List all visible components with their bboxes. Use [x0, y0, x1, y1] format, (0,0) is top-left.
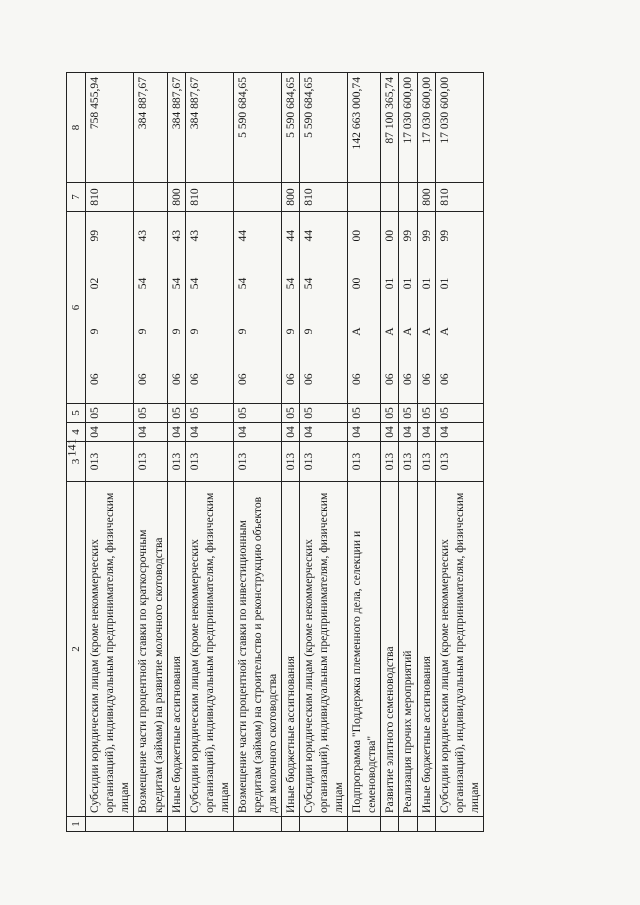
- target-article-part-cell: А: [435, 308, 483, 356]
- expense-type-cell: 810: [86, 183, 134, 212]
- podrazdel-cell: 05: [381, 404, 399, 423]
- target-article-part-cell: 44: [300, 212, 348, 260]
- target-article-part-cell: 9: [134, 308, 167, 356]
- expense-type-cell: 810: [435, 183, 483, 212]
- target-article-part-cell: 06: [167, 356, 185, 404]
- row-number-cell: [233, 817, 281, 832]
- target-article-part-cell: 54: [167, 260, 185, 308]
- expense-type-cell: 810: [300, 183, 348, 212]
- razdel-cell: 04: [399, 423, 417, 442]
- target-article-part-cell: 01: [381, 260, 399, 308]
- page-number: 141: [64, 438, 79, 457]
- target-article-part-cell: 43: [134, 212, 167, 260]
- podrazdel-cell: 05: [233, 404, 281, 423]
- target-article-part-cell: 9: [282, 308, 300, 356]
- sum-cell: 384 887,67: [167, 73, 185, 183]
- sum-cell: 5 590 684,65: [282, 73, 300, 183]
- sum-cell: 142 663 000,74: [348, 73, 381, 183]
- sum-cell: 17 030 600,00: [417, 73, 435, 183]
- header-cell-1: 1: [67, 817, 86, 832]
- target-article-part-cell: 00: [348, 212, 381, 260]
- sum-cell: 17 030 600,00: [435, 73, 483, 183]
- target-article-part-cell: 9: [86, 308, 134, 356]
- target-article-part-cell: 02: [86, 260, 134, 308]
- podrazdel-cell: 05: [282, 404, 300, 423]
- table-row: [167, 73, 185, 832]
- table-row: [399, 73, 417, 832]
- target-article-part-cell: А: [381, 308, 399, 356]
- target-article-part-cell: 06: [435, 356, 483, 404]
- header-cell-6: 6: [67, 212, 86, 404]
- row-number-cell: [300, 817, 348, 832]
- razdel-cell: 04: [167, 423, 185, 442]
- target-article-part-cell: 06: [233, 356, 281, 404]
- row-number-cell: [381, 817, 399, 832]
- razdel-cell: 04: [185, 423, 233, 442]
- table-row: [282, 73, 300, 832]
- table-row: [134, 73, 167, 832]
- razdel-cell: 04: [233, 423, 281, 442]
- sum-cell: 384 887,67: [185, 73, 233, 183]
- row-name-cell: Субсидии юридическим лицам (кроме некоммерческих организаций), индивидуальным предпринимателям, физическим лицам: [300, 482, 348, 817]
- sum-cell: 384 887,67: [134, 73, 167, 183]
- target-article-part-cell: 06: [282, 356, 300, 404]
- header-cell-3: 3: [67, 442, 86, 482]
- row-number-cell: [134, 817, 167, 832]
- razdel-cell: 04: [300, 423, 348, 442]
- target-article-part-cell: 44: [233, 212, 281, 260]
- sum-cell: 87 100 365,74: [381, 73, 399, 183]
- podrazdel-cell: 05: [185, 404, 233, 423]
- row-name-cell: Возмещение части процентной ставки по краткосрочным кредитам (займам) на развитие молочного скотоводства: [134, 482, 167, 817]
- table-row: [381, 73, 399, 832]
- ved-code-cell: 013: [381, 442, 399, 482]
- row-number-cell: [399, 817, 417, 832]
- target-article-part-cell: 01: [399, 260, 417, 308]
- budget-table: [66, 72, 484, 832]
- target-article-part-cell: 06: [134, 356, 167, 404]
- target-article-part-cell: 99: [435, 212, 483, 260]
- target-article-part-cell: 99: [399, 212, 417, 260]
- row-number-cell: [185, 817, 233, 832]
- razdel-cell: 04: [134, 423, 167, 442]
- expense-type-cell: 800: [282, 183, 300, 212]
- ved-code-cell: 013: [417, 442, 435, 482]
- target-article-part-cell: 06: [300, 356, 348, 404]
- target-article-part-cell: 99: [417, 212, 435, 260]
- ved-code-cell: 013: [399, 442, 417, 482]
- ved-code-cell: 013: [134, 442, 167, 482]
- ved-code-cell: 013: [300, 442, 348, 482]
- target-article-part-cell: 9: [167, 308, 185, 356]
- row-name-cell: Возмещение части процентной ставки по инвестиционным кредитам (займам) на строительство и реконструкцию объектов для молочного скотоводства: [233, 482, 281, 817]
- row-name-cell: Развитие элитного семеноводства: [381, 482, 399, 817]
- row-number-cell: [86, 817, 134, 832]
- row-number-cell: [348, 817, 381, 832]
- podrazdel-cell: 05: [167, 404, 185, 423]
- target-article-part-cell: 9: [233, 308, 281, 356]
- podrazdel-cell: 05: [134, 404, 167, 423]
- header-cell-4: 4: [67, 423, 86, 442]
- table-row: [348, 73, 381, 832]
- rotated-table-wrapper: [66, 72, 574, 832]
- target-article-part-cell: 00: [381, 212, 399, 260]
- target-article-part-cell: 06: [348, 356, 381, 404]
- row-name-cell: Иные бюджетные ассигнования: [167, 482, 185, 817]
- expense-type-cell: [381, 183, 399, 212]
- header-cell-8: 8: [67, 73, 86, 183]
- razdel-cell: 04: [417, 423, 435, 442]
- podrazdel-cell: 05: [86, 404, 134, 423]
- podrazdel-cell: 05: [417, 404, 435, 423]
- table-row: [233, 73, 281, 832]
- target-article-part-cell: 01: [435, 260, 483, 308]
- podrazdel-cell: 05: [399, 404, 417, 423]
- ved-code-cell: 013: [435, 442, 483, 482]
- target-article-part-cell: 00: [348, 260, 381, 308]
- table-row: [300, 73, 348, 832]
- target-article-part-cell: 43: [185, 212, 233, 260]
- expense-type-cell: [233, 183, 281, 212]
- table-body: [64, 73, 484, 832]
- target-article-part-cell: А: [399, 308, 417, 356]
- row-number-cell: [435, 817, 483, 832]
- target-article-part-cell: 54: [134, 260, 167, 308]
- target-article-part-cell: 99: [86, 212, 134, 260]
- table-row: [86, 73, 134, 832]
- expense-type-cell: [348, 183, 381, 212]
- podrazdel-cell: 05: [300, 404, 348, 423]
- target-article-part-cell: 06: [185, 356, 233, 404]
- expense-type-cell: 800: [417, 183, 435, 212]
- row-number-cell: [282, 817, 300, 832]
- target-article-part-cell: 43: [167, 212, 185, 260]
- razdel-cell: 04: [435, 423, 483, 442]
- target-article-part-cell: 54: [282, 260, 300, 308]
- expense-type-cell: [399, 183, 417, 212]
- header-cell-5: 5: [67, 404, 86, 423]
- row-name-cell: Иные бюджетные ассигнования: [282, 482, 300, 817]
- target-article-part-cell: 06: [417, 356, 435, 404]
- expense-type-cell: 800: [167, 183, 185, 212]
- expense-type-cell: [134, 183, 167, 212]
- ved-code-cell: 013: [233, 442, 281, 482]
- target-article-part-cell: 9: [300, 308, 348, 356]
- row-number-cell: [167, 817, 185, 832]
- table-row: [185, 73, 233, 832]
- razdel-cell: 04: [282, 423, 300, 442]
- razdel-cell: 04: [381, 423, 399, 442]
- razdel-cell: 04: [86, 423, 134, 442]
- target-article-part-cell: 01: [417, 260, 435, 308]
- target-article-part-cell: 44: [282, 212, 300, 260]
- target-article-part-cell: 9: [185, 308, 233, 356]
- razdel-cell: 04: [348, 423, 381, 442]
- target-article-part-cell: 54: [185, 260, 233, 308]
- sum-cell: 5 590 684,65: [233, 73, 281, 183]
- table-row: [435, 73, 483, 832]
- sum-cell: 758 455,94: [86, 73, 134, 183]
- target-article-part-cell: 06: [399, 356, 417, 404]
- ved-code-cell: 013: [86, 442, 134, 482]
- target-article-part-cell: А: [417, 308, 435, 356]
- table-row: [417, 73, 435, 832]
- ved-code-cell: 013: [348, 442, 381, 482]
- header-row: [67, 73, 86, 832]
- row-number-cell: [417, 817, 435, 832]
- row-name-cell: Подпрограмма "Поддержка племенного дела, селекции и семеноводства": [348, 482, 381, 817]
- row-name-cell: Субсидии юридическим лицам (кроме некоммерческих организаций), индивидуальным предпринимателям, физическим лицам: [435, 482, 483, 817]
- expense-type-cell: 810: [185, 183, 233, 212]
- podrazdel-cell: 05: [435, 404, 483, 423]
- row-name-cell: Субсидии юридическим лицам (кроме некоммерческих организаций), индивидуальным предпринимателям, физическим лицам: [185, 482, 233, 817]
- ved-code-cell: 013: [185, 442, 233, 482]
- row-name-cell: Иные бюджетные ассигнования: [417, 482, 435, 817]
- target-article-part-cell: 54: [300, 260, 348, 308]
- row-name-cell: Реализация прочих мероприятий: [399, 482, 417, 817]
- podrazdel-cell: 05: [348, 404, 381, 423]
- target-article-part-cell: А: [348, 308, 381, 356]
- ved-code-cell: 013: [167, 442, 185, 482]
- target-article-part-cell: 06: [86, 356, 134, 404]
- header-cell-2: 2: [67, 482, 86, 817]
- target-article-part-cell: 06: [381, 356, 399, 404]
- row-name-cell: Субсидии юридическим лицам (кроме некоммерческих организаций), индивидуальным предпринимателям, физическим лицам: [86, 482, 134, 817]
- sum-cell: 5 590 684,65: [300, 73, 348, 183]
- ved-code-cell: 013: [282, 442, 300, 482]
- header-cell-7: 7: [67, 183, 86, 212]
- target-article-part-cell: 54: [233, 260, 281, 308]
- sum-cell: 17 030 600,00: [399, 73, 417, 183]
